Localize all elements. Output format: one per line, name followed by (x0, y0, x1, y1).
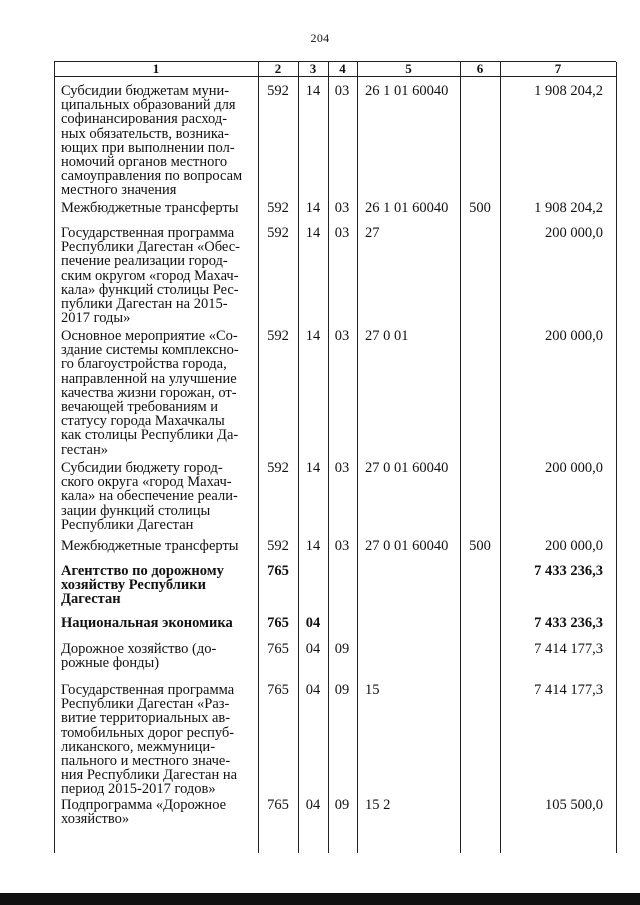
cell-code-expense-type: 500 (469, 538, 491, 554)
cell-amount: 105 500,0 (545, 797, 603, 813)
cell-code-target: 15 (365, 682, 380, 698)
column-header-1: 1 (152, 61, 160, 76)
cell-code-gov: 592 (267, 460, 289, 476)
cell-code-section: 04 (305, 641, 321, 657)
row-name-line: Государственная программа (61, 225, 235, 241)
row-name (61, 226, 261, 325)
row-name-line: Основное мероприятие «Со- (61, 328, 238, 344)
cell-code-section: 14 (305, 200, 321, 216)
row-name-line: Межбюджетные трансферты (61, 200, 239, 216)
cell-amount: 200 000,0 (545, 328, 603, 344)
column-divider (328, 62, 329, 853)
column-header-3: 3 (309, 61, 317, 76)
cell-code-subsection: 03 (334, 538, 350, 554)
row-name-line: ющих при выполнении пол- (61, 139, 235, 156)
row-name-line: Субсидии бюджетам муни- (61, 83, 230, 99)
cell-amount: 7 433 236,3 (534, 563, 603, 579)
row-name-line: гестан» (61, 441, 108, 458)
row-name-line: качества жизни горожан, от- (61, 384, 237, 401)
row-name (61, 642, 261, 670)
cell-code-section: 04 (305, 682, 321, 698)
cell-code-target: 27 0 01 60040 (365, 460, 449, 476)
row-name-line: Национальная экономика (61, 615, 233, 631)
row-name-line: Дагестан (61, 591, 121, 608)
cell-code-subsection: 03 (334, 460, 350, 476)
row-name-line: номочий органов местного (61, 154, 228, 171)
row-name-line: го благоустройства города, (61, 356, 227, 373)
cell-code-subsection: 03 (334, 200, 350, 216)
cell-amount: 200 000,0 (545, 538, 603, 554)
column-divider (357, 62, 358, 853)
cell-code-gov: 592 (267, 328, 289, 344)
row-name-line: ского округа «город Махач- (61, 474, 232, 491)
cell-code-target: 27 0 01 60040 (365, 538, 449, 554)
row-name (61, 616, 261, 630)
cell-amount: 7 414 177,3 (534, 682, 603, 698)
row-name-line: направленной на улучшение (61, 370, 237, 387)
cell-amount: 7 433 236,3 (534, 615, 603, 631)
row-name (61, 461, 261, 532)
row-name-line: Межбюджетные трансферты (61, 538, 239, 554)
cell-code-subsection: 09 (334, 682, 350, 698)
row-name-line: статусу города Махачкалы (61, 413, 225, 430)
cell-code-gov: 592 (267, 225, 289, 241)
row-name-line: как столицы Республики Да- (61, 427, 239, 444)
cell-code-expense-type: 500 (469, 200, 491, 216)
cell-code-subsection: 03 (334, 225, 350, 241)
cell-amount: 1 908 204,2 (534, 200, 603, 216)
row-name (61, 201, 261, 215)
cell-code-section: 14 (305, 83, 321, 99)
row-name-line: ния Республики Дагестан на (61, 767, 238, 784)
row-name-line: хозяйство» (61, 811, 130, 828)
cell-code-section: 14 (305, 328, 321, 344)
row-name-line: Республики Дагестан «Раз- (61, 696, 230, 713)
cell-code-subsection: 09 (334, 797, 350, 813)
row-name (61, 683, 261, 797)
cell-code-gov: 765 (267, 797, 289, 813)
cell-code-subsection: 03 (334, 328, 350, 344)
row-name-line: Республики Дагестан «Обес- (61, 239, 240, 256)
row-name (61, 564, 261, 607)
cell-code-target: 27 0 01 (365, 328, 409, 344)
row-name-line: пального и местного значе- (61, 753, 231, 770)
cell-code-section: 04 (305, 615, 321, 631)
row-name (61, 539, 261, 553)
row-name-line: ским округом «город Махач- (61, 267, 239, 284)
cell-amount: 1 908 204,2 (534, 83, 603, 99)
cell-code-target: 27 (365, 225, 380, 241)
row-name-line: вечающей требованиям и (61, 399, 219, 416)
cell-code-gov: 592 (267, 83, 289, 99)
row-name-line: печение реализации город- (61, 253, 228, 270)
table-left-border (54, 62, 55, 853)
cell-amount: 200 000,0 (545, 460, 603, 476)
row-name (61, 84, 261, 198)
row-name (61, 798, 261, 826)
cell-code-gov: 592 (267, 200, 289, 216)
row-name-line: публики Дагестан на 2015- (61, 296, 228, 313)
row-name-line: Агентство по дорожному (61, 563, 224, 579)
row-name-line: витие территориальных ав- (61, 710, 231, 727)
cell-code-target: 26 1 01 60040 (365, 200, 449, 216)
cell-code-target: 15 2 (365, 797, 391, 813)
cell-code-subsection: 09 (334, 641, 350, 657)
row-name-line: томобильных дорог респуб- (61, 724, 235, 741)
row-name-line: кала» на обеспечение реали- (61, 488, 238, 505)
table-right-border (616, 62, 617, 853)
row-name-line: ципальных образований для (61, 97, 236, 114)
cell-code-section: 14 (305, 538, 321, 554)
row-name-line: рожные фонды) (61, 655, 160, 672)
row-name-line: местного значения (61, 182, 177, 199)
cell-code-gov: 765 (267, 641, 289, 657)
column-divider (298, 62, 299, 853)
row-name (61, 329, 261, 457)
row-name-line: ликанского, межмуници- (61, 738, 216, 755)
row-name-line: период 2015-2017 годов» (61, 781, 216, 798)
row-name-line: 2017 годы» (61, 310, 131, 327)
column-header-2: 2 (274, 61, 282, 76)
cell-code-subsection: 03 (334, 83, 350, 99)
row-name-line: здание системы комплексно- (61, 342, 239, 359)
column-header-5: 5 (405, 61, 412, 76)
row-name-line: Государственная программа (61, 682, 235, 698)
cell-code-gov: 765 (267, 682, 289, 698)
cell-code-section: 04 (305, 797, 321, 813)
row-name-line: самоуправления по вопросам (61, 168, 243, 185)
column-header-7: 7 (554, 61, 562, 76)
column-header-6: 6 (476, 61, 484, 76)
row-name-line: кала» функций столицы Рес- (61, 281, 239, 298)
row-name-line: хозяйству Республики (61, 577, 206, 594)
cell-amount: 7 414 177,3 (534, 641, 603, 657)
cell-code-target: 26 1 01 60040 (365, 83, 449, 99)
page-number: 204 (310, 31, 330, 45)
cell-code-gov: 765 (267, 615, 289, 631)
column-header-4: 4 (339, 61, 346, 76)
row-name-line: ных обязательств, возника- (61, 125, 229, 142)
scan-bottom-edge (0, 893, 640, 905)
column-divider (500, 62, 501, 853)
cell-code-section: 14 (305, 460, 321, 476)
row-name-line: Субсидии бюджету город- (61, 460, 223, 476)
cell-code-gov: 592 (267, 538, 289, 554)
row-name-line: софинансирования расход- (61, 111, 228, 128)
cell-code-gov: 765 (267, 563, 289, 579)
cell-amount: 200 000,0 (545, 225, 603, 241)
row-name-line: Республики Дагестан (61, 516, 194, 533)
column-divider (460, 62, 461, 853)
cell-code-section: 14 (305, 225, 321, 241)
row-name-line: зации функций столицы (61, 502, 211, 519)
row-name-line: Дорожное хозяйство (до- (61, 641, 217, 657)
row-name-line: Подпрограмма «Дорожное (61, 797, 227, 813)
